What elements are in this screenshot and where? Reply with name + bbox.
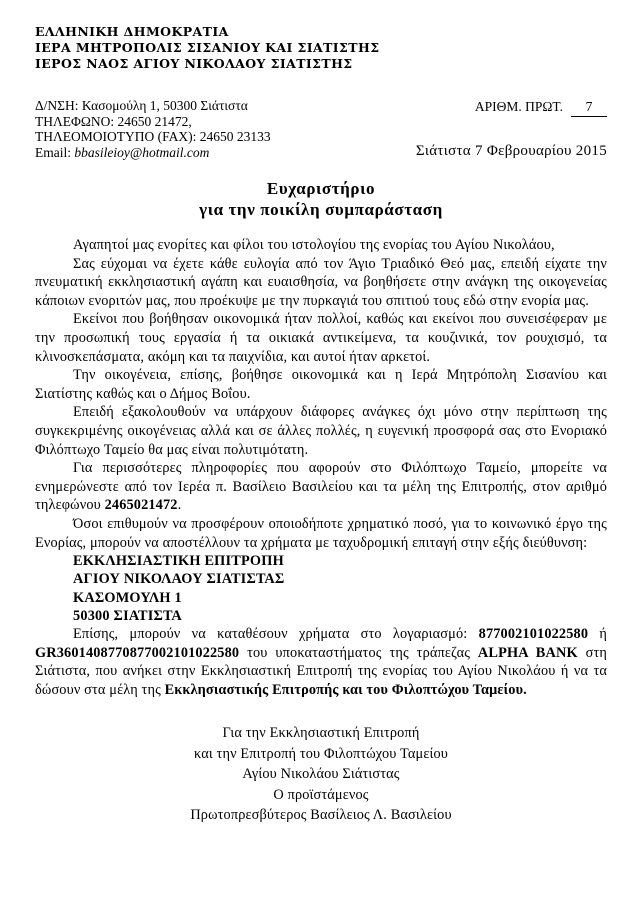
protocol-number-row <box>475 98 607 117</box>
date-line: Σιάτιστα 7 Φεβρουαρίου 2015 <box>415 143 607 159</box>
signature-line-fund: και την Επιτροπή του Φιλοπτώχου Ταμείου <box>193 745 449 762</box>
contact-email-label: Email: <box>35 144 71 160</box>
letter-title <box>35 178 607 220</box>
signature-line-role: Ο προϊστάμενος <box>273 786 369 803</box>
letterhead-line-republic: ΕΛΛΗΝΙΚΗ ΔΗΜΟΚΡΑΤΙΑ <box>35 24 229 39</box>
paragraph-bank-account: Επίσης, μπορούν να καταθέσουν χρήματα στο λογαριασμό: 877002101022580 ή GR3601408770877002101022580 του υποκαταστήματος της τράπεζας ALPHA BANK στη Σιάτιστα, που ανήκει στην Εκκλησιαστική Επιτροπή της ενορίας του Αγίου Νικολάου ή να τα δώσουν στα μέλη της Εκκλησιαστικής Επιτροπής και του Φιλοπτώχου Ταμείου. <box>35 625 607 698</box>
postal-address-line-parish: ΑΓΙΟΥ ΝΙΚΟΛΑΟΥ ΣΙΑΤΙΣΤΑΣ <box>73 571 285 588</box>
postal-address-line-street: ΚΑΣΟΜΟΥΛΗ 1 <box>73 589 182 606</box>
contact-address: Δ/ΝΣΗ: Κασομούλη 1, 50300 Σιάτιστα <box>35 98 248 113</box>
signature-line-name: Πρωτοπρεσβύτερος Βασίλειος Λ. Βασιλείου <box>190 807 452 824</box>
paragraph-metropolis-help: Την οικογένεια, επίσης, βοήθησε οικονομικά και η Ιερά Μητρόπολη Σισανίου και Σιατίστης καθώς και ο Δήμος Βοΐου. <box>35 367 607 402</box>
contact-block <box>35 98 271 160</box>
contact-phone: ΤΗΛΕΦΩΝΟ: 24650 21472, <box>35 113 192 129</box>
contact-email-value: bbasileioy@hotmail.com <box>74 144 210 160</box>
protocol-number: 7 <box>571 99 607 117</box>
paragraph-blessing: Σας εύχομαι να έχετε κάθε ευλογία από τον Άγιο Τριαδικό Θεό μας, επειδή είχατε την πνευματική εκκλησιαστική αγάπη και ευαισθησία, να βοηθήσετε στην ανάγκη της οικογενείας κάποιων ενοριτών μας, που προέκυψε με την πυρκαγιά του σπιτιού τους εδώ στην ενορία μας. <box>35 255 607 309</box>
paragraph-needs: Επειδή εξακολουθούν να υπάρχουν διάφορες ανάγκες όχι μόνο στην περίπτωση της συγκεκριμένης οικογένειας αλλά και σε άλλες πολλές, η ευγενική προσφορά σας στο Ενοριακό Φιλόπτωχο Ταμείο θα μας είναι πολυτιμότατη. <box>35 404 607 458</box>
paragraph-helpers: Εκείνοι που βοήθησαν οικονομικά ήταν πολλοί, καθώς και εκείνοι που συνεισέφεραν με την προσωπική τους εργασία ή τα οικιακά αντικείμενα, τα κουζινικά, τον ρουχισμό, τα κλινοσκεπάσματα, ακόμη και τα παιχνίδια, και αυτοί ήταν αρκετοί. <box>35 311 607 365</box>
postal-address-block <box>73 552 607 625</box>
letterhead-line-church: ΙΕΡΟΣ ΝΑΟΣ ΑΓΙΟΥ ΝΙΚΟΛΑΟΥ ΣΙΑΤΙΣΤΗΣ <box>35 56 353 71</box>
signature-line-committee: Για την Εκκλησιαστική Επιτροπή <box>222 725 420 742</box>
title-line-2: για την ποικίλη συμπαράσταση <box>199 200 443 219</box>
signature-line-parish: Αγίου Νικολάου Σιάτιστας <box>242 766 400 783</box>
contact-protocol-row <box>35 98 607 160</box>
paragraph-info-phone: Για περισσότερες πληροφορίες που αφορούν στο Φιλόπτωχο Ταμείο, μπορείτε να ενημερώνεστε από τον Ιερέα π. Βασίλειο Βασιλείου και τα μέλη της Επιτροπής, στον αριθμό τηλεφώνου 2465021472. <box>35 460 607 514</box>
contact-fax: ΤΗΛΕΟΜΟΙΟΤΥΠΟ (FAX): 24650 23133 <box>35 129 271 144</box>
signature-block <box>35 723 607 826</box>
paragraph-greeting: Αγαπητοί μας ενορίτες και φίλοι του ιστολογίου της ενορίας του Αγίου Νικολάου, <box>73 237 555 253</box>
paragraph-donations-intro: Όσοι επιθυμούν να προσφέρουν οποιοδήποτε χρηματικό ποσό, για το κοινωνικό έργο της Ενορίας, μπορούν να αποστέλλουν τα χρήματα με ταχυδρομική επιταγή στην εξής διεύθυνση: <box>35 515 607 551</box>
letterhead-line-metropolis: ΙΕΡΑ ΜΗΤΡΟΠΟΛΙΣ ΣΙΣΑΝΙΟΥ ΚΑΙ ΣΙΑΤΙΣΤΗΣ <box>35 40 380 55</box>
protocol-date-column <box>416 98 607 160</box>
letterhead <box>35 24 607 72</box>
contact-email <box>35 145 271 161</box>
letter-body <box>35 236 607 699</box>
postal-address-line-committee: ΕΚΚΛΗΣΙΑΣΤΙΚΗ ΕΠΙΤΡΟΠΗ <box>73 553 284 570</box>
postal-address-line-city: 50300 ΣΙΑΤΙΣΤΑ <box>73 607 182 624</box>
protocol-label: ΑΡΙΘΜ. ΠΡΩΤ. <box>474 99 563 114</box>
title-line-1: Ευχαριστήριο <box>266 179 376 198</box>
